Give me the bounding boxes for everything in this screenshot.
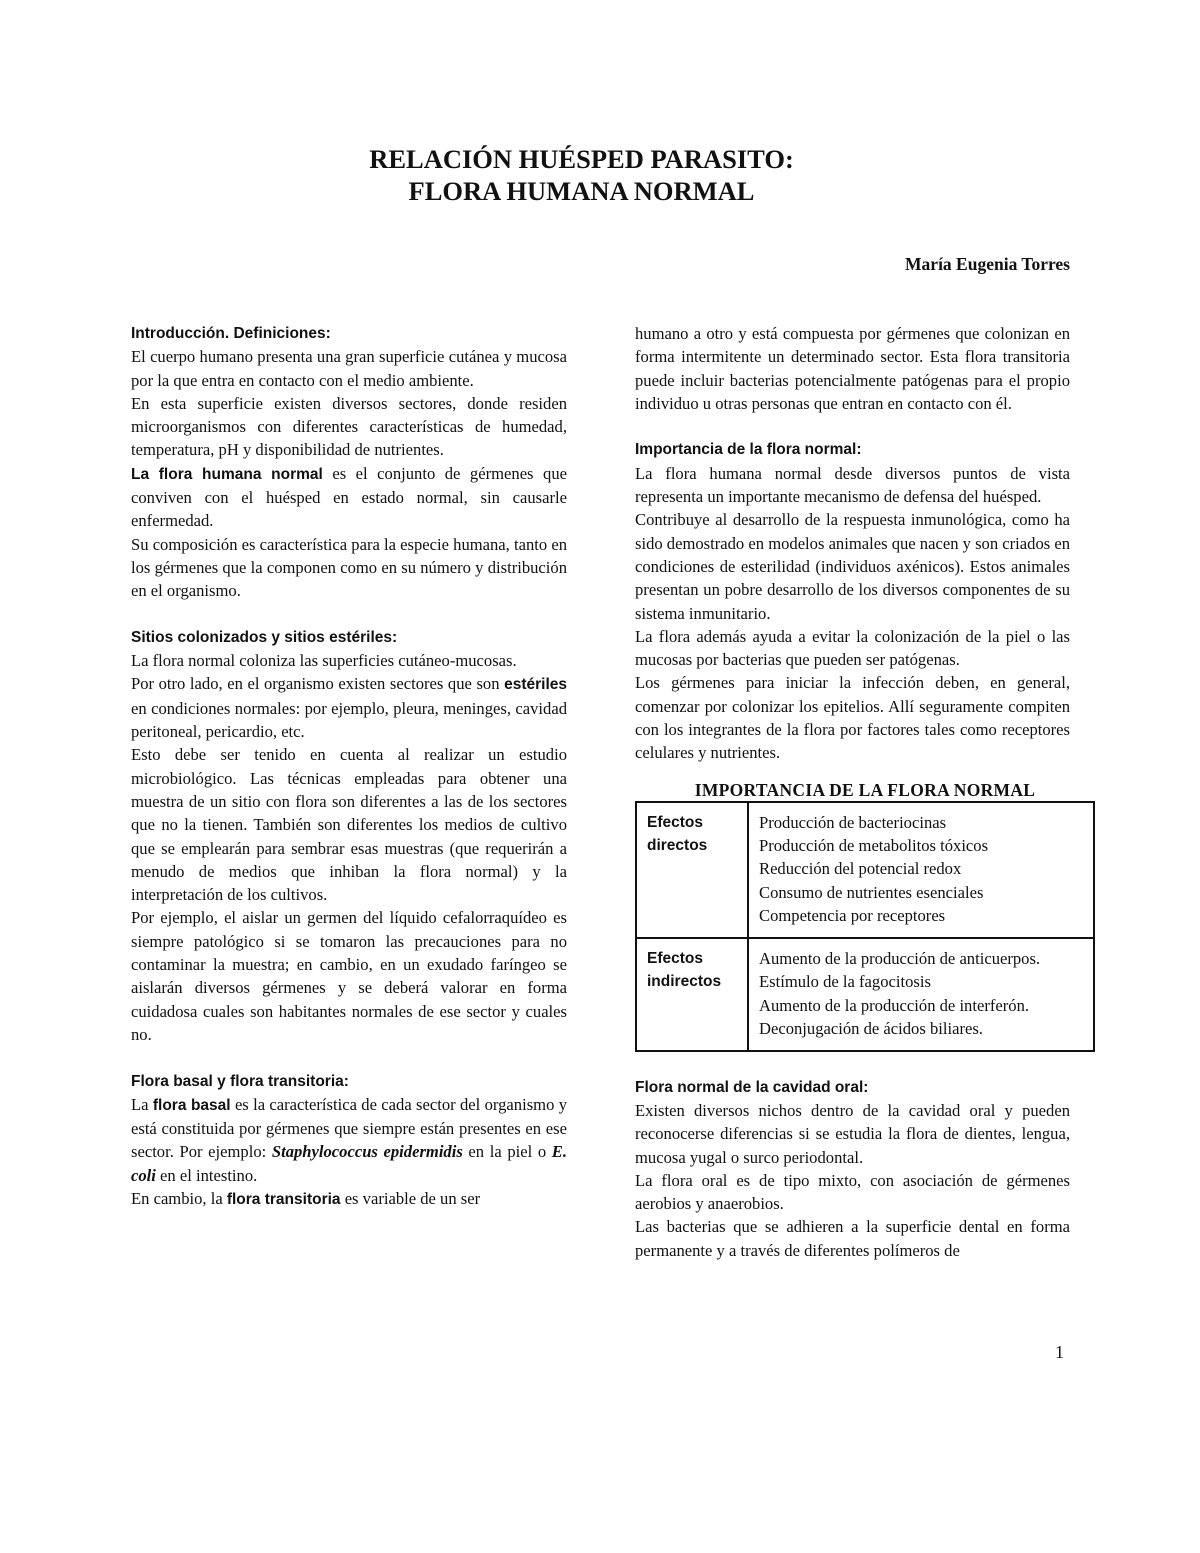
table-item: Deconjugación de ácidos biliares. xyxy=(759,1019,983,1039)
table-row-label: Efectos indirectos xyxy=(636,938,748,1051)
table-item: Competencia por receptores xyxy=(759,905,946,925)
section-heading-importancia: Importancia de la flora normal: xyxy=(635,441,862,459)
text-run: en condiciones normales: por ejemplo, pleura, meninges, cavidad peritoneal, pericardio, etc. xyxy=(131,698,567,742)
table-row xyxy=(636,938,1094,1051)
table-item: Producción de bacteriocinas xyxy=(759,812,947,832)
text-run: es el conjunto de gérmenes que conviven con el huésped en estado normal, sin causarle enfermedad. xyxy=(131,463,567,531)
paragraph: La flora además ayuda a evitar la colonización de la piel o las mucosas por bacterias que pueden ser patógenas. xyxy=(635,626,1070,670)
table-title: IMPORTANCIA DE LA FLORA NORMAL xyxy=(694,779,1036,800)
paragraph: Contribuye al desarrollo de la respuesta inmunológica, como ha sido demostrado en modelos animales que nacen y son criados en condiciones de esterilidad (individuos axénicos). Estos animales presentan un pobre desarrollo de los diversos componentes de su sistema inmunitario. xyxy=(635,510,1071,623)
table-row-items xyxy=(748,938,1094,1051)
paragraph: La flora oral es de tipo mixto, con asociación de gérmenes aerobios y anaerobios. xyxy=(635,1170,1070,1214)
paragraph xyxy=(131,462,567,533)
paragraph xyxy=(131,1187,567,1211)
table-item: Producción de metabolitos tóxicos xyxy=(759,835,989,855)
paragraph: En esta superficie existen diversos sectores, donde residen microorganismos con diferentes características de humedad, temperatura, pH y disponibilidad de nutrientes. xyxy=(131,393,567,460)
paragraph: La flora normal coloniza las superficies cutáneo-mucosas. xyxy=(131,651,517,671)
importance-table xyxy=(635,801,1095,1053)
section-heading-sitios: Sitios colonizados y sitios estériles: xyxy=(131,628,398,646)
section-heading-flora: Flora basal y flora transitoria: xyxy=(131,1072,349,1090)
text-run: Por otro lado, en el organismo existen sectores que son xyxy=(131,674,505,694)
paragraph: Por ejemplo, el aislar un germen del líquido cefalorraquídeo es siempre patológico si se tomaron las precauciones para no contaminar la muestra; en cambio, en un exudado faríngeo se aislarán diversos gérmenes y se deberá valorar en forma cuidadosa cuales son habitantes normales de ese sector y cuales no. xyxy=(131,908,567,1044)
paragraph xyxy=(131,1093,567,1187)
bold-term: La flora humana normal xyxy=(131,465,323,483)
bold-term: flora transitoria xyxy=(226,1190,341,1208)
text-run: En cambio, la xyxy=(131,1188,227,1208)
table-row xyxy=(636,802,1094,938)
paragraph: El cuerpo humano presenta una gran superficie cutánea y mucosa por la que entra en contacto con el medio ambiente. xyxy=(131,347,567,390)
paragraph: La flora humana normal desde diversos puntos de vista representa un importante mecanismo de defensa del huésped. xyxy=(635,463,1070,507)
paragraph: humano a otro y está compuesta por gérmenes que colonizan en forma intermitente un determinado sector. Esta flora transitoria puede incluir bacterias potencialmente patógenas para el propio individuo u otras personas que entran en contacto con él. xyxy=(635,324,1070,413)
species-name: E. coli xyxy=(131,1142,567,1185)
paragraph: Su composición es característica para la especie humana, tanto en los gérmenes que la componen como en su número y distribución en el organismo. xyxy=(131,534,567,601)
species-name: Staphylococcus epidermidis xyxy=(271,1142,463,1162)
table-row-label: Efectos directos xyxy=(636,802,748,938)
table-item: Consumo de nutrientes esenciales xyxy=(759,882,984,902)
author-name: María Eugenia Torres xyxy=(905,254,1070,274)
bold-term: flora basal xyxy=(152,1096,231,1114)
title-line-1: RELACIÓN HUÉSPED PARASITO: xyxy=(369,144,794,174)
title-line-2: FLORA HUMANA NORMAL xyxy=(408,176,755,206)
paragraph: Existen diversos nichos dentro de la cavidad oral y pueden reconocerse diferencias si se estudia la flora de dientes, lengua, mucosa yugal o surco periodontal. xyxy=(635,1100,1070,1167)
table-item: Estímulo de la fagocitosis xyxy=(759,972,931,992)
text-run: es la característica de cada sector del organismo y está constituida por gérmenes que siempre están presentes en ese sector. Por ejemplo: xyxy=(131,1094,568,1162)
bold-term: estériles xyxy=(504,676,567,694)
paragraph: Las bacterias que se adhieren a la superficie dental en forma permanente y a través de diferentes polímeros de xyxy=(635,1217,1070,1260)
table-item: Reducción del potencial redox xyxy=(759,859,962,879)
paragraph: Esto debe ser tenido en cuenta al realizar un estudio microbiológico. Las técnicas empleadas para obtener una muestra de un sitio con flora son diferentes a las de los sectores que no la tienen. También son diferentes los medios de cultivo que se emplearán para sembrar esas muestras (que requerirán a menudo de medios que inhiban la flora normal) y la interpretación de los cultivos. xyxy=(131,745,567,905)
page-number: 1 xyxy=(1055,1342,1064,1362)
section-heading-intro: Introducción. Definiciones: xyxy=(131,325,331,342)
text-run: es variable de un ser xyxy=(340,1188,481,1208)
left-column xyxy=(131,322,567,1211)
table-item: Aumento de la producción de interferón. xyxy=(759,995,1030,1015)
section-heading-oral: Flora normal de la cavidad oral: xyxy=(635,1078,869,1096)
paragraph: Los gérmenes para iniciar la infección deben, en general, comenzar por colonizar los epitelios. Allí seguramente compiten con los integrantes de la flora por factores tales como receptores celulares y nutrientes. xyxy=(635,673,1070,763)
table-row-items xyxy=(748,802,1094,938)
text-run: La xyxy=(131,1094,153,1114)
text-run: en el intestino. xyxy=(155,1165,258,1185)
table-item: Aumento de la producción de anticuerpos. xyxy=(759,949,1041,969)
text-run: en la piel o xyxy=(462,1142,552,1162)
document-title xyxy=(0,143,1163,207)
right-column xyxy=(635,322,1070,1262)
paragraph xyxy=(131,672,567,743)
